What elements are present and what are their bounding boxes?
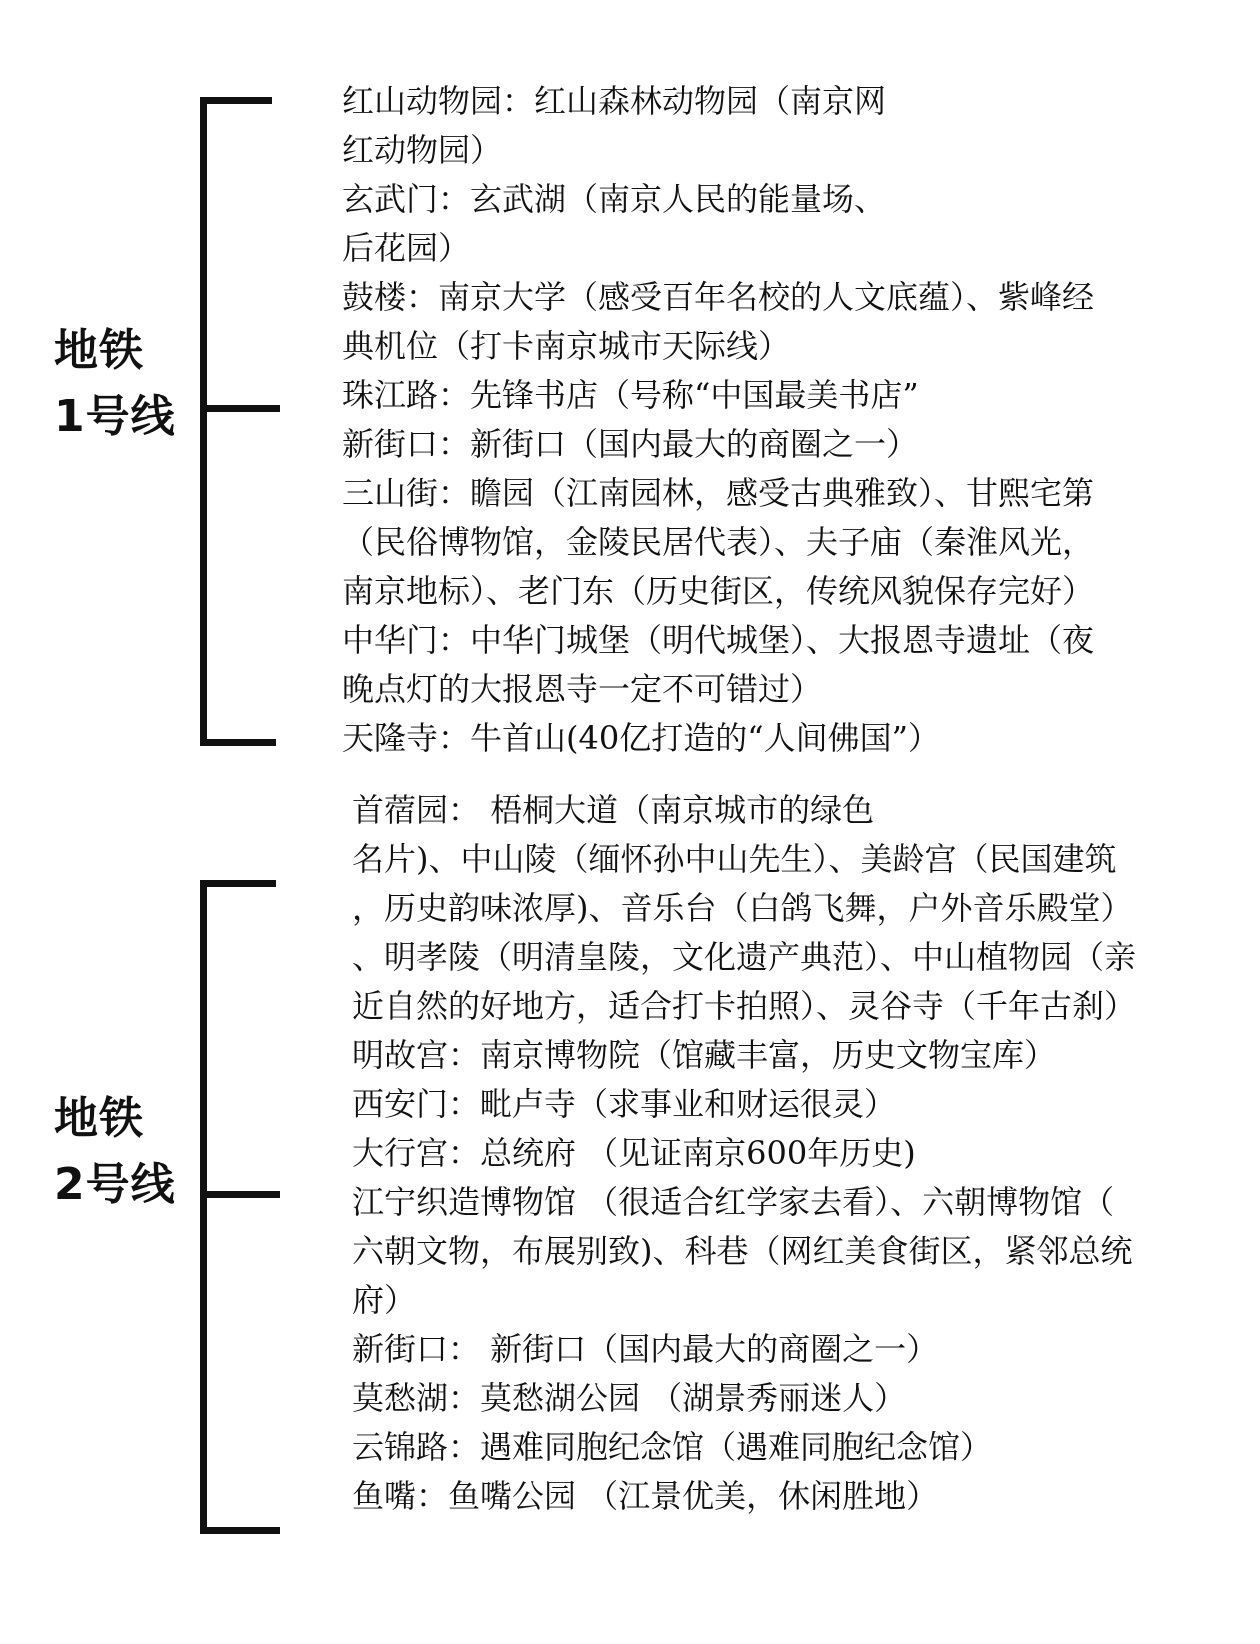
line2-bracket bbox=[200, 880, 207, 1534]
line2-section bbox=[0, 780, 1260, 1644]
line2-text-line: 六朝文物，布展别致)、科巷（网红美食街区，紧邻总统 bbox=[352, 1232, 1133, 1270]
line2-text-line: 近自然的好地方，适合打卡拍照）、灵谷寺（千年古刹） bbox=[352, 987, 1137, 1025]
line2-text-line: 首蓿园： 梧桐大道（南京城市的绿色 bbox=[352, 791, 875, 829]
line2-title bbox=[54, 1086, 176, 1218]
line1-text-line: 鼓楼：南京大学（感受百年名校的人文底蕴）、紫峰经 bbox=[342, 278, 1095, 316]
line1-station-list bbox=[342, 77, 1094, 763]
line1-text-line: 玄武门：玄武湖（南京人民的能量场、 bbox=[342, 180, 887, 218]
line2-text-line: 新街口： 新街口（国内最大的商圈之一） bbox=[352, 1330, 939, 1368]
line1-text-line: 天隆寺：牛首山(40亿打造的“人间佛国”） bbox=[342, 719, 940, 757]
line1-bracket-bottom-tick bbox=[200, 739, 276, 746]
line2-text-line: 西安门：毗卢寺（求事业和财运很灵） bbox=[352, 1085, 897, 1123]
line1-text-line: （民俗博物馆，金陵民居代表）、夫子庙（秦淮风光， bbox=[342, 523, 1095, 561]
line1-bracket-top-tick bbox=[200, 97, 272, 104]
line1-bracket bbox=[200, 97, 207, 746]
line1-text-line: 红动物园） bbox=[342, 131, 503, 169]
line2-text-line: 名片)、中山陵（缅怀孙中山先生）、美龄宫（民国建筑 bbox=[352, 840, 1117, 878]
line2-text-line: 江宁织造博物馆 （很适合红学家去看）、六朝博物馆（ bbox=[352, 1183, 1115, 1221]
line2-station-list bbox=[352, 786, 1136, 1521]
line1-bracket-middle-tick bbox=[200, 405, 280, 412]
line1-title-part2: 1号线 bbox=[54, 391, 176, 442]
line2-text-line: 云锦路：遇难同胞纪念馆（遇难同胞纪念馆） bbox=[352, 1428, 993, 1466]
line1-text-line: 三山街：瞻园（江南园林，感受古典雅致）、甘熙宅第 bbox=[342, 474, 1095, 512]
line2-bracket-bottom-tick bbox=[200, 1527, 280, 1534]
line2-bracket-top-tick bbox=[200, 880, 276, 887]
line2-text-line: 、明孝陵（明清皇陵，文化遗产典范）、中山植物园（亲 bbox=[352, 938, 1137, 976]
line2-text-line: ，历史韵味浓厚)、音乐台（白鸽飞舞，户外音乐殿堂） bbox=[352, 889, 1133, 927]
line1-text-line: 珠江路：先锋书店（号称“中国最美书店” bbox=[342, 376, 919, 414]
line1-title bbox=[54, 318, 176, 450]
line2-bracket-middle-tick bbox=[200, 1191, 280, 1198]
line2-text-line: 府） bbox=[352, 1281, 417, 1319]
line2-title-part2: 2号线 bbox=[54, 1159, 176, 1210]
line1-text-line: 红山动物园：红山森林动物园（南京网 bbox=[342, 82, 887, 120]
line2-text-line: 鱼嘴：鱼嘴公园 （江景优美，休闲胜地） bbox=[352, 1477, 939, 1515]
line1-text-line: 南京地标）、老门东（历史街区，传统风貌保存完好） bbox=[342, 572, 1095, 610]
line1-title-part1: 地铁 bbox=[54, 325, 144, 376]
line1-text-line: 典机位（打卡南京城市天际线） bbox=[342, 327, 791, 365]
line1-text-line: 新街口：新街口（国内最大的商圈之一） bbox=[342, 425, 919, 463]
line2-title-part1: 地铁 bbox=[54, 1093, 144, 1144]
line1-text-line: 后花园） bbox=[342, 229, 471, 267]
line1-text-line: 中华门：中华门城堡（明代城堡）、大报恩寺遗址（夜 bbox=[342, 621, 1095, 659]
line1-text-line: 晚点灯的大报恩寺一定不可错过） bbox=[342, 670, 823, 708]
line2-text-line: 莫愁湖：莫愁湖公园 （湖景秀丽迷人） bbox=[352, 1379, 907, 1417]
line2-text-line: 明故宫：南京博物院（馆藏丰富，历史文物宝库） bbox=[352, 1036, 1057, 1074]
line1-section bbox=[0, 0, 1260, 780]
line2-text-line: 大行宫：总统府 （见证南京600年历史) bbox=[352, 1134, 916, 1172]
